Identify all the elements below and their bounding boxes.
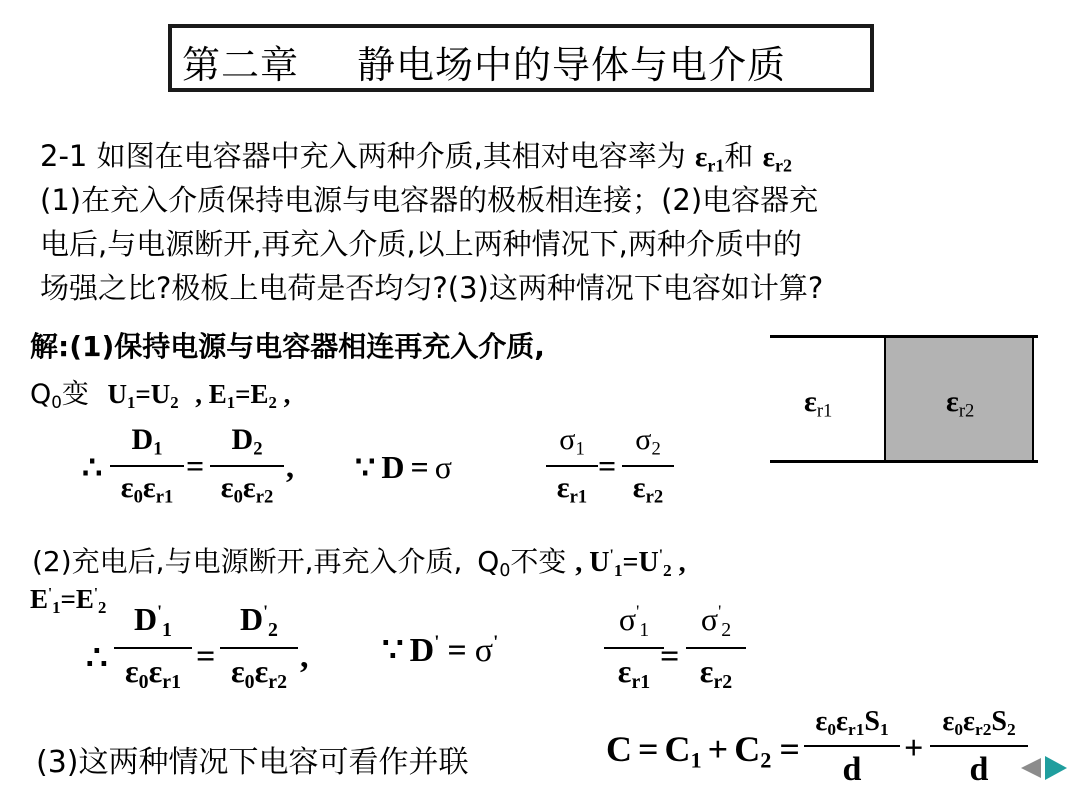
- comma-2: ,: [300, 638, 309, 675]
- chapter-label: 第二章: [182, 43, 300, 87]
- equals-sign-3: =: [196, 638, 216, 675]
- chapter-subject: 静电场中的导体与电介质: [357, 43, 787, 87]
- bottom-plate: [770, 460, 1038, 463]
- fraction-d2-prime: $D'_2$ $\varepsilon_0\varepsilon_{r2}$: [220, 603, 298, 693]
- fraction-sigma2: $\sigma_2$ $\varepsilon_{r2}$: [622, 425, 674, 507]
- problem-line-4: 场强之比?极板上电荷是否均匀?(3)这两种情况下电容如计算?: [40, 271, 824, 305]
- solution-part1-conditions: $Q_0$变 $U_1=U_2$ , $E_1=E_2$ ,: [30, 379, 291, 413]
- fraction-d1-prime: $D'_1$ $\varepsilon_0\varepsilon_{r1}$: [114, 603, 192, 693]
- fraction-d1: $D_1$ $\varepsilon_0\varepsilon_{r1}$: [110, 425, 184, 507]
- triangle-left-icon: [1020, 757, 1042, 779]
- plus-sign: +: [904, 730, 924, 767]
- next-slide-button[interactable]: [1044, 755, 1068, 785]
- comma-1: ,: [286, 448, 294, 484]
- dielectric-r2-label: $\varepsilon_{r2}$: [946, 385, 975, 422]
- triangle-right-icon: [1044, 755, 1068, 781]
- dielectric-r1-label: $\varepsilon_{r1}$: [804, 385, 833, 422]
- eps-r1-inline: $\varepsilon_{r1}$: [695, 141, 725, 176]
- problem-line-1: 2-1 如图在电容器中充入两种介质,其相对电容率为 $\varepsilon_{r1}$和 $\varepsilon_{r2}$: [40, 139, 792, 176]
- problem-line-2: (1)在充入介质保持电源与电容器的极板相连接；(2)电容器充: [40, 183, 819, 217]
- capacitor-diagram: [770, 335, 1038, 463]
- equals-sign-2: =: [598, 448, 617, 484]
- solution-part3-label: (3)这两种情况下电容可看作并联: [36, 745, 469, 780]
- problem-line-3: 电后,与电源断开,再充入介质,以上两种情况下,两种介质中的: [40, 227, 802, 261]
- because-d-prime-equals-sigma-prime: ∵ D' = σ': [382, 631, 499, 669]
- fraction-c1: $\varepsilon_0\varepsilon_{r1}S_1$ d: [804, 708, 900, 787]
- solution-part1-label: 解:(1)保持电源与电容器相连再充入介质,: [30, 330, 545, 363]
- fraction-d2: $D_2$ $\varepsilon_0\varepsilon_{r2}$: [210, 425, 284, 507]
- equals-sign-1: =: [186, 448, 205, 484]
- because-d-equals-sigma: ∵ D = σ: [355, 449, 452, 485]
- fraction-sigma1: $\sigma_1$ $\varepsilon_{r1}$: [546, 425, 598, 507]
- capacitance-sum-lhs: $C = C_1 + C_2$ =: [606, 729, 800, 773]
- therefore-symbol-1: ∴: [82, 449, 103, 485]
- page-title: [182, 34, 786, 89]
- solution-part2-e-condition: $E'_1=E'_2$: [30, 584, 107, 618]
- fraction-sigma1-prime: $\sigma'_1$ $\varepsilon_{r1}$: [604, 603, 664, 693]
- solution-part2-label: (2)充电后,与电源断开,再充入介质, $Q_0$不变 , $U'_1=U'_2$ ,: [32, 545, 686, 582]
- fraction-sigma2-prime: $\sigma'_2$ $\varepsilon_{r2}$: [686, 603, 746, 693]
- prev-slide-button[interactable]: [1020, 757, 1042, 783]
- equals-sign-4: =: [660, 638, 680, 675]
- therefore-symbol-2: ∴: [86, 640, 108, 677]
- fraction-c2: $\varepsilon_0\varepsilon_{r2}S_2$ d: [930, 708, 1028, 787]
- eps-r2-inline: $\varepsilon_{r2}$: [762, 141, 792, 176]
